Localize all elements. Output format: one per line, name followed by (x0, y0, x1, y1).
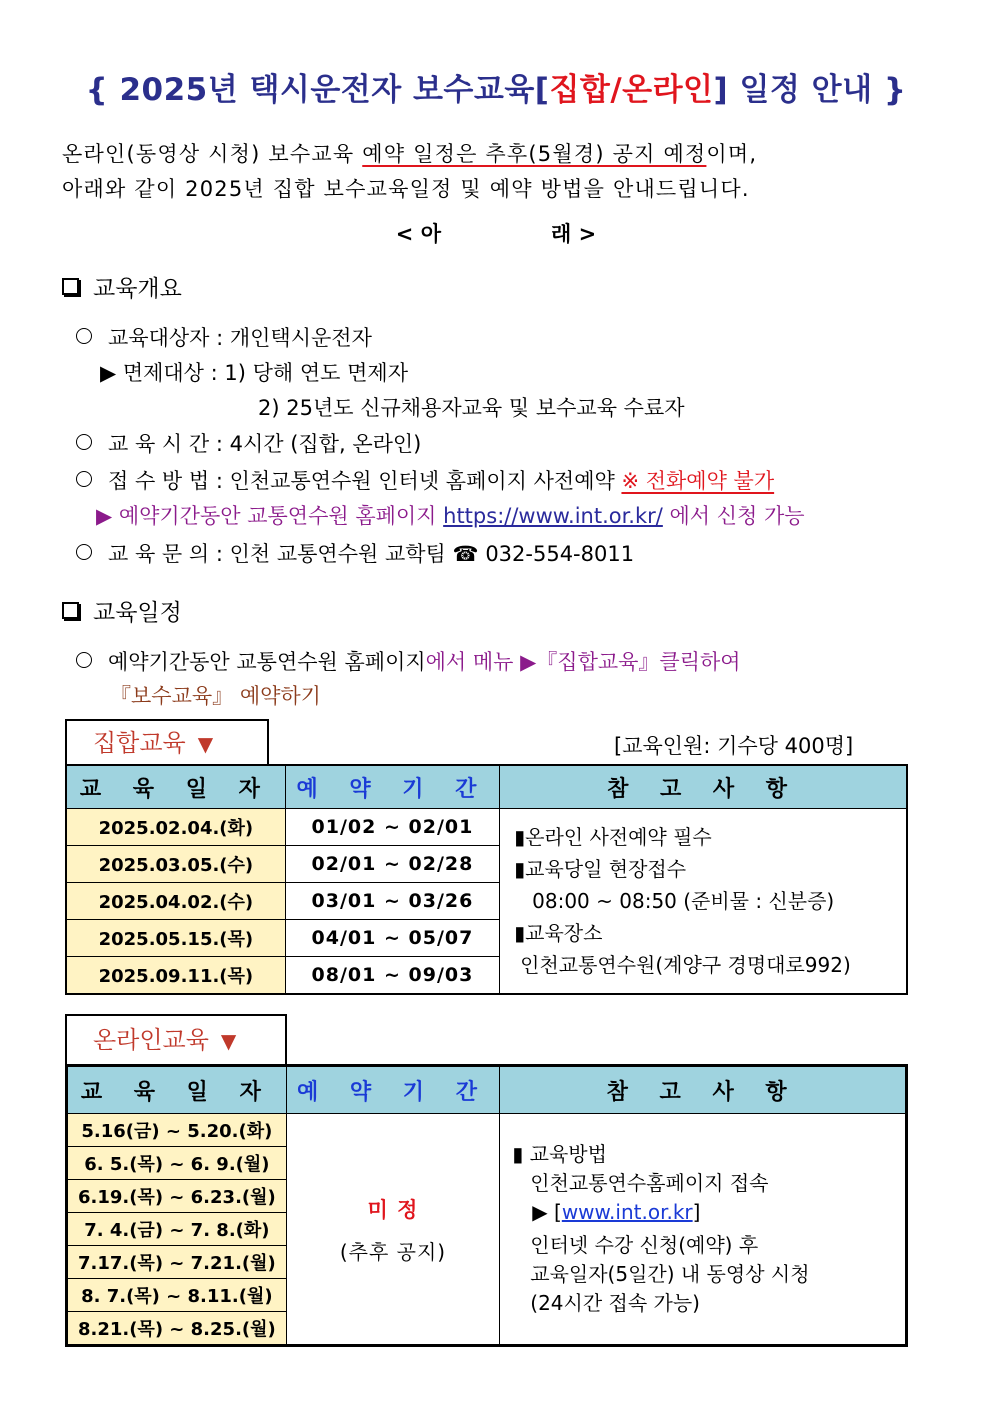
title-highlight: 집합/온라인 (549, 72, 714, 108)
header-date: 교 육 일 자 (66, 765, 285, 809)
section-schedule-heading: 교육일정 (62, 594, 182, 627)
overview-exempt: ▶ 면제대상 : 1) 당해 연도 면제자 (100, 361, 408, 385)
table-header-row (67, 1066, 907, 1114)
intro-line-1: 온라인(동영상 시청) 보수교육 예약 일정은 추후(5월경) 공지 예정이며, (62, 142, 758, 166)
table-header-row (66, 765, 907, 809)
section-overview-heading: 교육개요 (62, 270, 182, 303)
table-row: 2025.03.05.(수) 02/01 ~ 02/28 (66, 846, 907, 883)
title-pre: { 2025년 택시운전자 보수교육[ (85, 72, 550, 108)
circle-bullet-icon (76, 652, 92, 668)
circle-bullet-icon (76, 471, 92, 487)
overview-reception: 접 수 방 법 : 인천교통연수원 인터넷 홈페이지 사전예약 ※ 전화예약 불가 (76, 465, 774, 495)
square-bullet-icon (62, 278, 79, 295)
intro-line-2: 아래와 같이 2025년 집합 보수교육일정 및 예약 방법을 안내드립니다. (62, 177, 750, 201)
intro-underlined: 예약 일정은 추후(5월경) 공지 예정 (362, 142, 707, 166)
table-row: 6. 5.(목) ~ 6. 9.(월) (67, 1147, 907, 1180)
overview-inquiry: 교 육 문 의 : 인천 교통연수원 교학팀 ☎ 032-554-8011 (76, 538, 634, 568)
overview-exempt-2: 2) 25년도 신규채용자교육 및 보수교육 수료자 (258, 396, 685, 420)
header-notes: 참 고 사 항 (500, 1066, 907, 1114)
schedule-instruction-2: 『보수교육』 예약하기 (110, 684, 321, 708)
page-title (0, 64, 992, 109)
header-period: 예 약 기 간 (285, 765, 499, 809)
overview-hours: 교 육 시 간 : 4시간 (집합, 온라인) (76, 428, 421, 458)
square-bullet-icon (62, 602, 79, 619)
online-notes-cell: ▮ 교육방법 인천교통연수홈페이지 접속 ▶ [www.int.or.kr] 인터넷 수강 신청(예약) 후 교육일자(5일간) 내 동영상 시청 (24시간 접속 가능) (500, 1114, 907, 1346)
circle-bullet-icon (76, 434, 92, 450)
table-row: 6.19.(목) ~ 6.23.(월) (67, 1180, 907, 1213)
online-period-cell: 미 정 (추후 공지) (286, 1114, 500, 1346)
table-row: 7.17.(목) ~ 7.21.(월) (67, 1246, 907, 1279)
circle-bullet-icon (76, 544, 92, 560)
header-notes: 참 고 사 항 (500, 765, 907, 809)
table-row: 2025.05.15.(목) 04/01 ~ 05/07 (66, 920, 907, 957)
triangle-down-icon: ▼ (220, 1029, 237, 1053)
schedule-instruction-1: 예약기간동안 교통연수원 홈페이지에서 메뉴 ▶『집합교육』클릭하여 (76, 646, 741, 676)
online-education-table (65, 1064, 908, 1347)
below-heading: < 아 래 > (395, 222, 597, 246)
table-row: 8. 7.(목) ~ 8.11.(월) (67, 1279, 907, 1312)
overview-reserve: ▶ 예약기간동안 교통연수원 홈페이지 https://www.int.or.kr/ 에서 신청 가능 (96, 504, 805, 528)
overview-target: 교육대상자 : 개인택시운전자 (76, 322, 372, 352)
triangle-down-icon: ▼ (197, 732, 214, 756)
title-post: ] 일정 안내 } (713, 72, 907, 108)
group-education-table (65, 764, 908, 995)
table-row: 2025.09.11.(목) 08/01 ~ 09/03 (66, 957, 907, 995)
period-undecided: 미 정 (367, 1197, 419, 1222)
table-row: 2025.04.02.(수) 03/01 ~ 03/26 (66, 883, 907, 920)
phone-reservation-unavailable: ※ 전화예약 불가 (621, 469, 775, 493)
table-row: 8.21.(목) ~ 8.25.(월) (67, 1312, 907, 1346)
group-notes-cell: ▮온라인 사전예약 필수 ▮교육당일 현장접수 08:00 ~ 08:50 (준비물 : 신분증) ▮교육장소 인천교통연수원(계양구 경명대로992) (500, 809, 907, 995)
header-date: 교 육 일 자 (67, 1066, 287, 1114)
homepage-link[interactable]: https://www.int.or.kr/ (443, 504, 663, 528)
online-education-tab: 온라인교육 ▼ (65, 1014, 287, 1064)
table-row: 5.16(금) ~ 5.20.(화) 미 정 (추후 공지) ▮ 교육방법 인천교통연수홈페이지 접속 ▶ [www.int.or.kr] 인터넷 수강 신청(예약) 후 교육일자(5일간) 내 동영상 시청 (24시간 접속 가능) (67, 1114, 907, 1147)
circle-bullet-icon (76, 328, 92, 344)
header-period: 예 약 기 간 (286, 1066, 500, 1114)
group-education-tab: 집합교육 ▼ (65, 719, 269, 765)
online-homepage-link[interactable]: www.int.or.kr (561, 1200, 693, 1224)
group-capacity: [교육인원: 기수당 400명] (614, 734, 854, 758)
table-row: 2025.02.04.(화) 01/02 ~ 02/01 ▮온라인 사전예약 필수 ▮교육당일 현장접수 08:00 ~ 08:50 (준비물 : 신분증) ▮교육장소 인천교통연수원(계양구 경명대로992) (66, 809, 907, 846)
table-row: 7. 4.(금) ~ 7. 8.(화) (67, 1213, 907, 1246)
